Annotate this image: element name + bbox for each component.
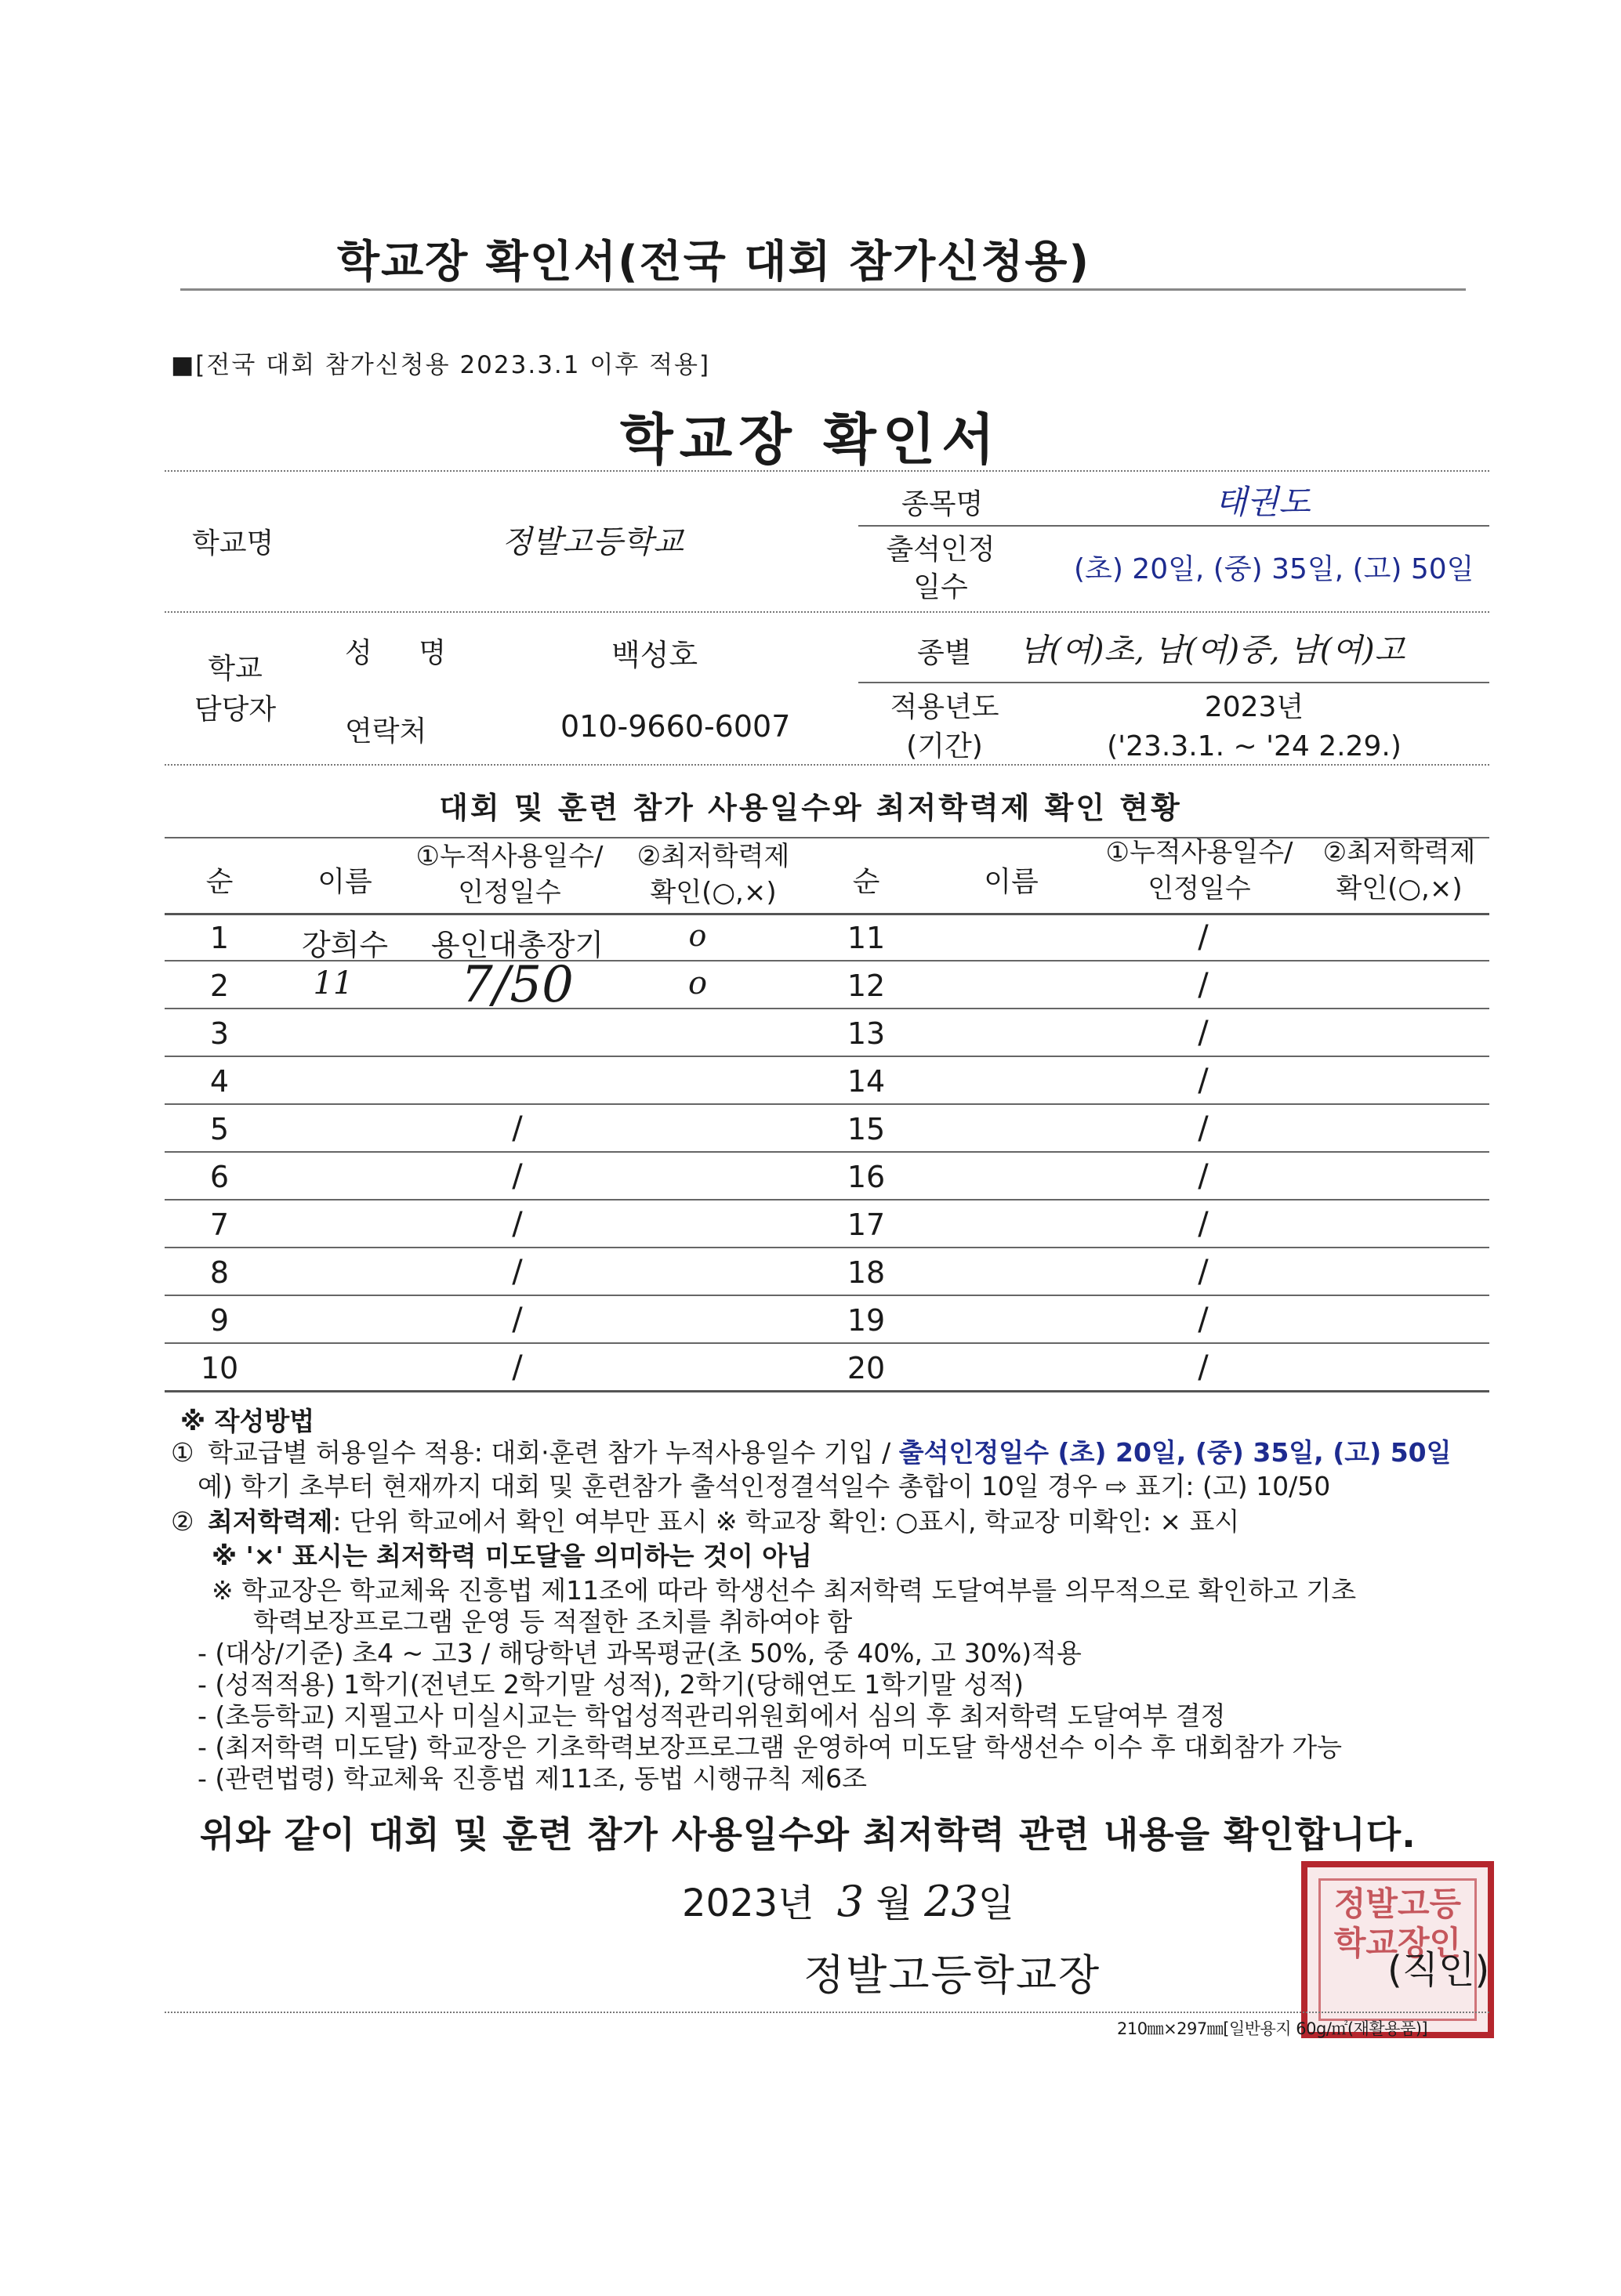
- name-label: 성 명: [345, 637, 465, 669]
- note-2-bold: 최저학력제: [208, 1506, 333, 1537]
- period-label: [870, 688, 1019, 766]
- notes-heading: ※ 작성방법: [180, 1406, 315, 1436]
- row-line: [165, 1103, 1489, 1105]
- note-1-marker: ①: [171, 1437, 194, 1468]
- staff-label: [188, 649, 282, 730]
- row-line: [165, 1151, 1489, 1153]
- info-top-line: [165, 470, 1489, 472]
- row-line: [165, 1342, 1489, 1344]
- school-label: 학교명: [192, 527, 274, 560]
- row-days: /: [1198, 919, 1209, 955]
- period-range: ('23.3.1. ~ '24 2.29.): [1107, 730, 1402, 762]
- period-label-line1: 적용년도: [890, 691, 999, 723]
- col-header-days-line1: ①누적사용일수/: [415, 841, 604, 872]
- col-header-check-line2: 확인(○,×): [650, 877, 777, 908]
- row-no: 2: [209, 969, 230, 1003]
- row-days: /: [512, 1206, 523, 1242]
- note-2-text: : 단위 학교에서 확인 여부만 표시 ※ 학교장 확인: ○표시, 학교장 미확인: × 표시: [332, 1506, 1240, 1537]
- period-year: 2023년: [1204, 691, 1304, 723]
- col-header-days-left: [408, 838, 611, 911]
- col-header-name-left: 이름: [317, 866, 372, 898]
- contact-value: 010-9660-6007: [560, 709, 791, 744]
- paper-spec: 210㎜×297㎜[일반용지 60g/㎡(재활용품)]: [1117, 2019, 1428, 2038]
- row-line: [165, 1056, 1489, 1057]
- col-header-no-left: 순: [205, 866, 234, 898]
- row-days: /: [1198, 1302, 1209, 1338]
- row-no: 10: [200, 1351, 239, 1385]
- note-2: [208, 1503, 1509, 1540]
- row-days: /: [512, 1110, 523, 1146]
- date-day: 23: [924, 1877, 978, 1926]
- row-name: 11: [313, 965, 354, 1001]
- row-no: 3: [209, 1016, 230, 1051]
- row-no: 13: [847, 1016, 886, 1051]
- col-header-days-line2: 인정일수: [1148, 873, 1251, 904]
- confirmation-date: [682, 1873, 1014, 1927]
- col-header-days-line1: ①누적사용일수/: [1105, 837, 1293, 868]
- note-1-example: 예) 학기 초부터 현재까지 대회 및 훈련참가 출석인정결석일수 총합이 10일 경우 ⇨ 표기: (고) 10/50: [198, 1471, 1331, 1501]
- note-2-sub2a: ※ 학교장은 학교체육 진흥법 제11조에 따라 학생선수 최저학력 도달여부를 의무적으로 확인하고 기초: [212, 1575, 1357, 1606]
- row-line: [165, 1295, 1489, 1296]
- col-header-check-line2: 확인(○,×): [1336, 873, 1463, 904]
- footer-line: [165, 2012, 1489, 2013]
- row-no: 1: [209, 921, 230, 955]
- row-no: 11: [847, 921, 886, 955]
- row-no: 6: [209, 1160, 230, 1194]
- row-days: /: [512, 1302, 523, 1338]
- row-no: 20: [847, 1351, 886, 1385]
- row-no: 4: [209, 1064, 230, 1099]
- attendance-label: [874, 531, 1007, 607]
- row-days: /: [512, 1158, 523, 1194]
- divider: [180, 288, 1466, 291]
- row-no: 15: [847, 1112, 886, 1146]
- contact-label: 연락처: [345, 715, 427, 748]
- row-no: 16: [847, 1160, 886, 1194]
- gender-value: 남(여)초, 남(여)중, 남(여)고: [1019, 632, 1405, 668]
- staff-label-line2: 담당자: [194, 694, 277, 726]
- row-days: 7/50: [461, 956, 574, 1014]
- attendance-value: (초) 20일, (중) 35일, (고) 50일: [1074, 553, 1474, 585]
- row-no: 14: [847, 1064, 886, 1099]
- col-header-check-right: [1301, 835, 1497, 907]
- event-value: 태권도: [1215, 483, 1311, 521]
- note-detail: - (성적적용) 1학기(전년도 2학기말 성적), 2학기(당해연도 1학기말 성적): [198, 1669, 1024, 1700]
- note-2-sub1: ※ '×' 표시는 최저학력 미도달을 의미하는 것이 아님: [212, 1541, 813, 1571]
- note-detail: - (대상/기준) 초4 ~ 고3 / 해당학년 과목평균(초 50%, 중 40%, 고 30%)적용: [198, 1638, 1082, 1668]
- note-2-marker: ②: [171, 1506, 194, 1537]
- row-check: o: [688, 918, 707, 953]
- col-header-check-line1: ②최저학력제: [1322, 837, 1476, 868]
- school-name-value: 정발고등학교: [502, 524, 684, 560]
- row-no: 7: [209, 1208, 230, 1242]
- gender-label: 종별: [917, 637, 972, 669]
- table-header-line: [165, 913, 1489, 915]
- seal-text: 정발고등학교장인: [1333, 1885, 1462, 1962]
- info-line: [858, 525, 1489, 527]
- date-day-label: 일: [977, 1881, 1015, 1925]
- col-header-check-left: [611, 838, 815, 911]
- row-days: /: [1198, 1349, 1209, 1385]
- date-month-label: 월: [876, 1881, 912, 1925]
- row-days: /: [1198, 1206, 1209, 1242]
- note-1-text: 학교급별 허용일수 적용: 대회·훈련 참가 누적사용일수 기입 /: [208, 1437, 899, 1468]
- row-days: /: [1198, 1110, 1209, 1146]
- row-line: [165, 1199, 1489, 1201]
- col-header-name-right: 이름: [984, 866, 1039, 898]
- row-no: 5: [209, 1112, 230, 1146]
- row-no: 9: [209, 1303, 230, 1338]
- note-2-sub2b: 학력보장프로그램 운영 등 적절한 조치를 취하여야 함: [253, 1606, 853, 1637]
- row-days: /: [1198, 1254, 1209, 1290]
- note-1-attendance: 출석인정일수 (초) 20일, (중) 35일, (고) 50일: [898, 1437, 1452, 1468]
- staff-label-line1: 학교: [208, 653, 263, 685]
- row-days: /: [512, 1349, 523, 1385]
- principal-name: 정발고등학교장: [803, 1950, 1101, 2000]
- row-days: /: [1198, 1063, 1209, 1099]
- row-days: 용인대총장기: [430, 928, 604, 962]
- section-title: 대회 및 훈련 참가 사용일수와 최저학력제 확인 현황: [439, 791, 1182, 825]
- event-label: 종목명: [901, 488, 984, 520]
- note-detail: - (초등학교) 지필고사 미실시교는 학업성적관리위원회에서 심의 후 최저학력 도달여부 결정: [198, 1700, 1226, 1731]
- row-line: [165, 1008, 1489, 1009]
- document-top-title: 학교장 확인서(전국 대회 참가신청용): [337, 237, 1091, 288]
- table-bottom-line: [165, 1390, 1489, 1392]
- attendance-label-line1: 출석인정: [886, 534, 995, 566]
- date-month: 3: [836, 1877, 865, 1926]
- main-title: [0, 396, 1621, 475]
- period-label-line2: (기간): [906, 730, 983, 762]
- row-line: [165, 1247, 1489, 1248]
- row-days: /: [1198, 1015, 1209, 1051]
- note-detail: - (최저학력 미도달) 학교장은 기초학력보장프로그램 운영하여 미도달 학생선수 이수 후 대회참가 가능: [198, 1732, 1343, 1762]
- row-no: 8: [209, 1255, 230, 1290]
- row-no: 19: [847, 1303, 886, 1338]
- row-check: o: [687, 965, 708, 1001]
- main-title-text: 학교장 확인서: [619, 407, 1002, 472]
- col-header-days-line2: 인정일수: [458, 877, 561, 908]
- row-no: 12: [847, 969, 886, 1003]
- note-detail: - (관련법령) 학교체육 진흥법 제11조, 동법 시행규칙 제6조: [198, 1763, 867, 1794]
- confirmation-sentence: 위와 같이 대회 및 훈련 참가 사용일수와 최저학력 관련 내용을 확인합니다.: [200, 1813, 1416, 1856]
- applicability-note: ■[전국 대회 참가신청용 2023.3.1 이후 적용]: [171, 351, 711, 379]
- date-year: 2023년: [682, 1881, 814, 1925]
- col-header-check-line1: ②최저학력제: [636, 841, 790, 872]
- row-days: /: [1198, 967, 1209, 1003]
- col-header-days-right: [1093, 835, 1305, 907]
- attendance-label-line2: 일수: [913, 571, 968, 603]
- row-no: 17: [847, 1208, 886, 1242]
- row-name: 강희수: [301, 928, 389, 962]
- period-value: [1082, 688, 1427, 766]
- note-1: [208, 1434, 1509, 1471]
- staff-name-value: 백성호: [611, 638, 698, 672]
- col-header-no-right: 순: [852, 866, 880, 898]
- info-line: [858, 682, 1489, 683]
- row-days: /: [1198, 1158, 1209, 1194]
- info-line: [165, 611, 1489, 613]
- section-title-wrap: [0, 784, 1621, 827]
- seal-label: (직인): [1387, 1948, 1490, 1992]
- row-no: 18: [847, 1255, 886, 1290]
- row-days: /: [512, 1254, 523, 1290]
